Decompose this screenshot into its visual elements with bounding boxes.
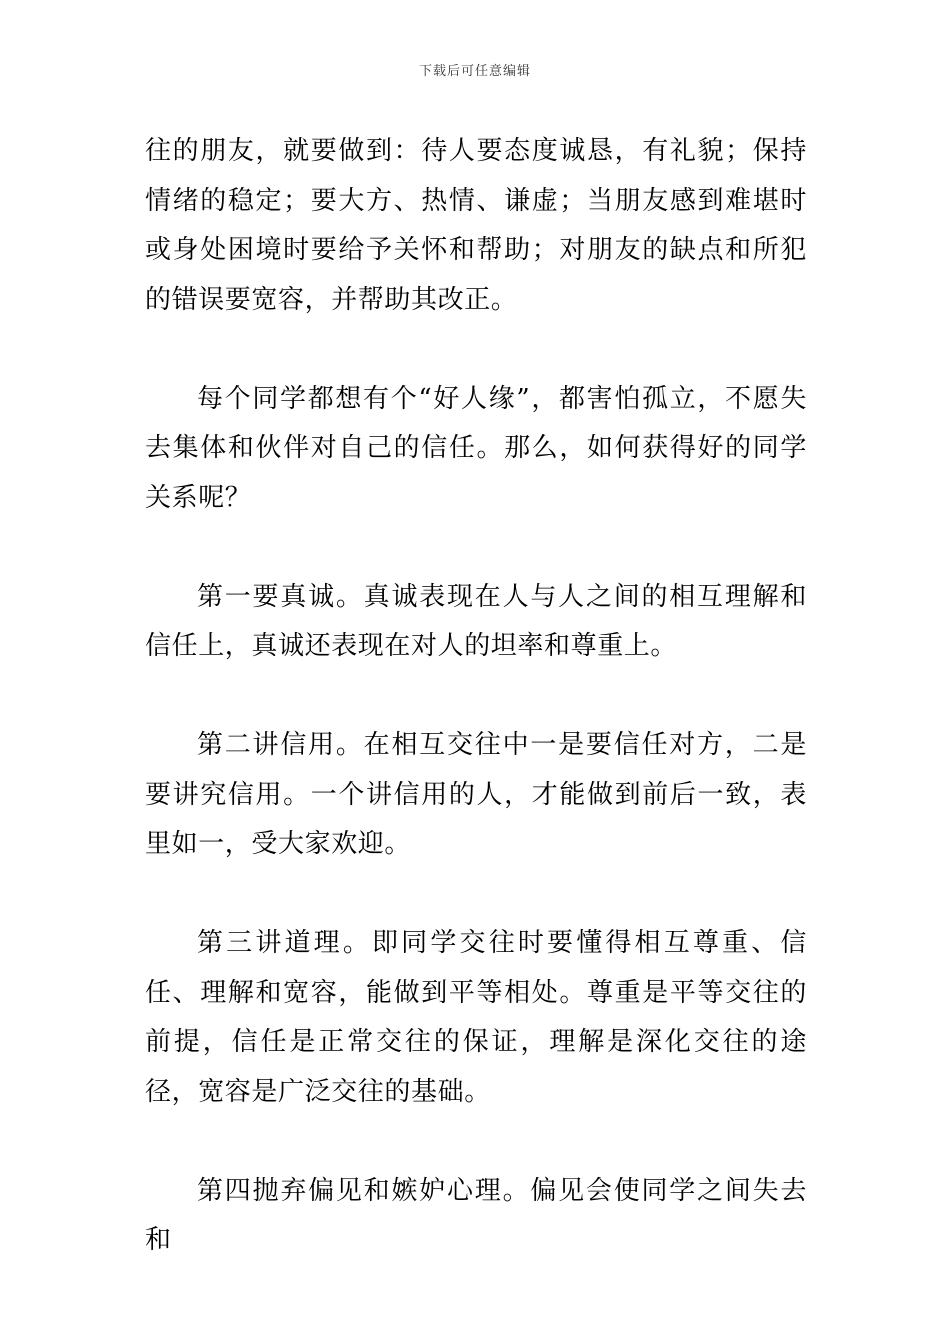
page-header: 下载后可任意编辑 [418, 64, 531, 79]
paragraph-prejudice: 第四抛弃偏见和嫉妒心理。偏见会使同学之间失去和 [145, 1175, 807, 1255]
paragraph-sincerity: 第一要真诚。真诚表现在人与人之间的相互理解和信任上，真诚还表现在对人的坦率和尊重上。 [145, 581, 807, 661]
paragraph-spacer [145, 523, 807, 573]
paragraph-credibility: 第二讲信用。在相互交往中一是要信任对方，二是要讲究信用。一个讲信用的人，才能做到前后一致，表里如一，受大家欢迎。 [145, 730, 807, 859]
paragraph-reason: 第三讲道理。即同学交往时要懂得相互尊重、信任、理解和宽容，能做到平等相处。尊重是平等交往的前提，信任是正常交往的保证，理解是深化交往的途径，宽容是广泛交往的基础。 [145, 928, 807, 1107]
document-body [145, 127, 807, 1266]
paragraph-spacer [145, 870, 807, 920]
paragraph-spacer [145, 672, 807, 722]
paragraph-spacer [145, 1117, 807, 1167]
paragraph-continuation: 往的朋友，就要做到：待人要态度诚恳，有礼貌；保持情绪的稳定；要大方、热情、谦虚；当朋友感到难堪时或身处困境时要给予关怀和帮助；对朋友的缺点和所犯的错误要宽容，并帮助其改正。 [145, 136, 807, 315]
paragraph-spacer [145, 325, 807, 375]
paragraph-good-relations: 每个同学都想有个“好人缘”，都害怕孤立，不愿失去集体和伙伴对自己的信任。那么，如何获得好的同学关系呢？ [145, 383, 807, 513]
